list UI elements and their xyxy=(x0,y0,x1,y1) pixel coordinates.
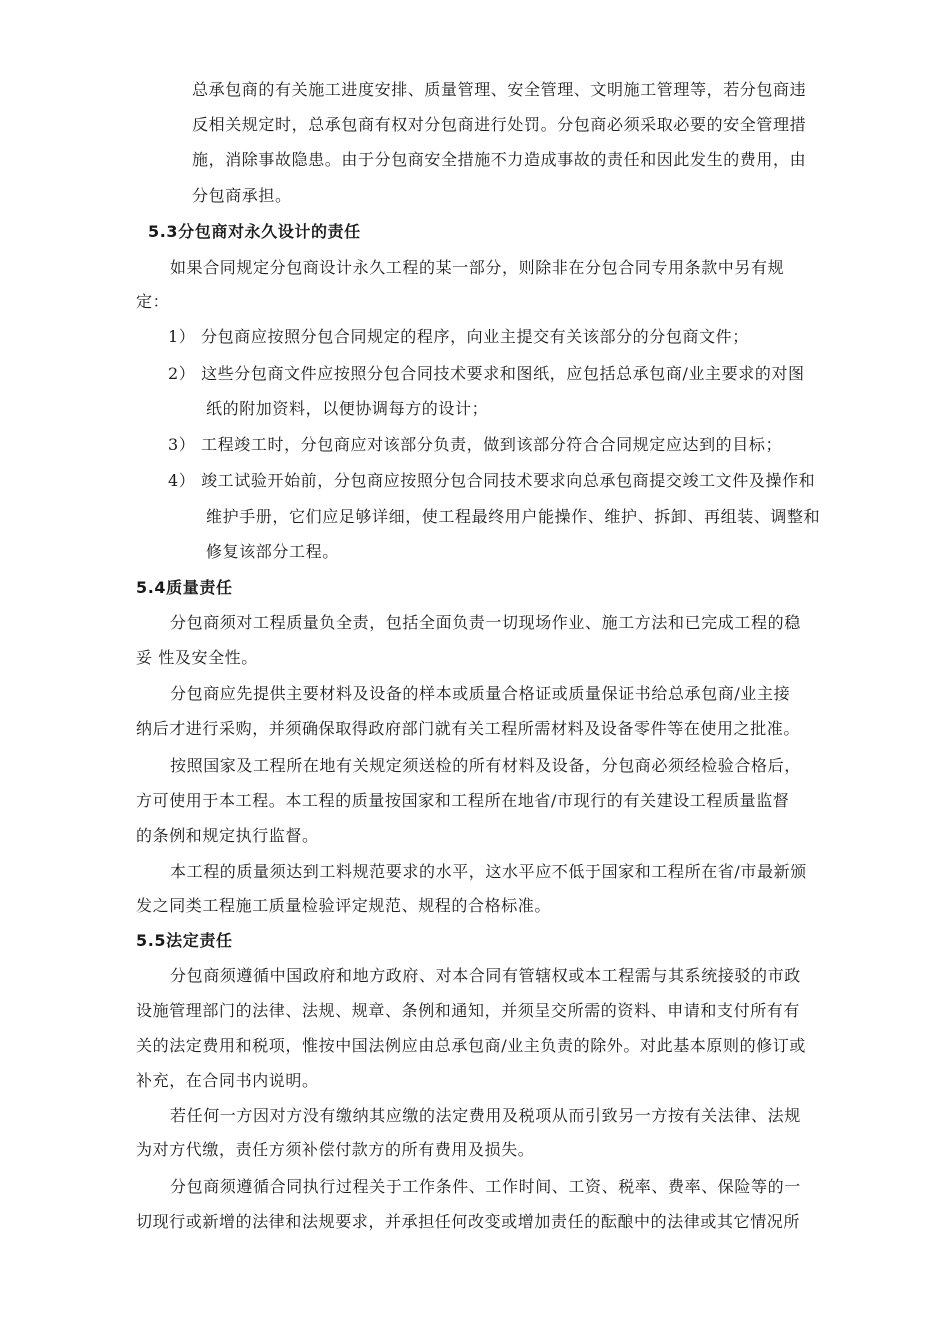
text-line: 补充，在合同书内说明。 xyxy=(136,1071,319,1090)
text-line: 若任何一方因对方没有缴纳其应缴的法定费用及税项从而引致另一方按有关法律、法规 xyxy=(170,1106,801,1125)
list-item-2: 2） 这些分包商文件应按照分包合同技术要求和图纸，应包括总承包商/业主要求的对图 xyxy=(168,364,805,383)
list-item-1: 1） 分包商应按照分包合同规定的程序，向业主提交有关该部分的分包商文件； xyxy=(168,327,749,346)
text-line: 设施管理部门的法律、法规、规章、条例和通知，并须呈交所需的资料、申请和支付所有有 xyxy=(136,1001,801,1020)
text-line: 分包商承担。 xyxy=(192,186,292,205)
text-line: 如果合同规定分包商设计永久工程的某一部分，则除非在分包合同专用条款中另有规 xyxy=(170,258,785,277)
text-line: 发之同类工程施工质量检验评定规范、规程的合格标准。 xyxy=(136,896,552,915)
list-item-4: 4） 竣工试验开始前，分包商应按照分包合同技术要求向总承包商提交竣工文件及操作和 xyxy=(168,471,816,490)
text-line: 纳后才进行采购，并须确保取得政府部门就有关工程所需材料及设备零件等在使用之批准。 xyxy=(136,719,801,738)
section-heading-5-4: 5.4质量责任 xyxy=(136,578,233,597)
list-item-3: 3） 工程竣工时，分包商应对该部分负责，做到该部分符合合同规定应达到的目标； xyxy=(168,435,783,454)
text-line: 总承包商的有关施工进度安排、质量管理、安全管理、文明施工管理等，若分包商违 xyxy=(192,80,807,99)
text-line: 定： xyxy=(136,292,170,311)
text-line: 施，消除事故隐患。由于分包商安全措施不力造成事故的责任和因此发生的费用，由 xyxy=(192,150,807,169)
text-line: 为对方代缴，责任方须补偿付款方的所有费用及损失。 xyxy=(136,1140,535,1159)
text-line: 分包商应先提供主要材料及设备的样本或质量合格证或质量保证书给总承包商/业主接 xyxy=(170,684,791,703)
text-line: 切现行或新增的法律和法规要求，并承担任何改变或增加责任的酝酿中的法律或其它情况所 xyxy=(136,1212,801,1231)
text-line: 关的法定费用和税项，惟按中国法例应由总承包商/业主负责的除外。对此基本原则的修订或 xyxy=(136,1036,806,1055)
text-line: 妥 性及安全性。 xyxy=(136,648,258,667)
text-line: 纸的附加资料，以便协调每方的设计； xyxy=(206,399,489,418)
text-line: 的条例和规定执行监督。 xyxy=(136,826,319,845)
text-line: 维护手册，它们应足够详细，使工程最终用户能操作、维护、拆卸、再组装、调整和 xyxy=(206,507,821,526)
text-line: 方可使用于本工程。本工程的质量按国家和工程所在地省/市现行的有关建设工程质量监督 xyxy=(136,791,790,810)
text-line: 反相关规定时，总承包商有权对分包商进行处罚。分包商必须采取必要的安全管理措 xyxy=(192,115,807,134)
text-line: 分包商须遵循合同执行过程关于工作条件、工作时间、工资、税率、费率、保险等的一 xyxy=(170,1177,801,1196)
text-line: 分包商须遵循中国政府和地方政府、对本合同有管辖权或本工程需与其系统接驳的市政 xyxy=(170,966,801,985)
text-line: 修复该部分工程。 xyxy=(206,542,339,561)
section-heading-5-3: 5.3分包商对永久设计的责任 xyxy=(148,222,361,241)
text-line: 本工程的质量须达到工料规范要求的水平，这水平应不低于国家和工程所在省/市最新颁 xyxy=(170,862,807,881)
text-line: 按照国家及工程所在地有关规定须送检的所有材料及设备，分包商必须经检验合格后， xyxy=(170,756,801,775)
text-line: 分包商须对工程质量负全责，包括全面负责一切现场作业、施工方法和已完成工程的稳 xyxy=(170,613,801,632)
section-heading-5-5: 5.5法定责任 xyxy=(136,931,233,950)
